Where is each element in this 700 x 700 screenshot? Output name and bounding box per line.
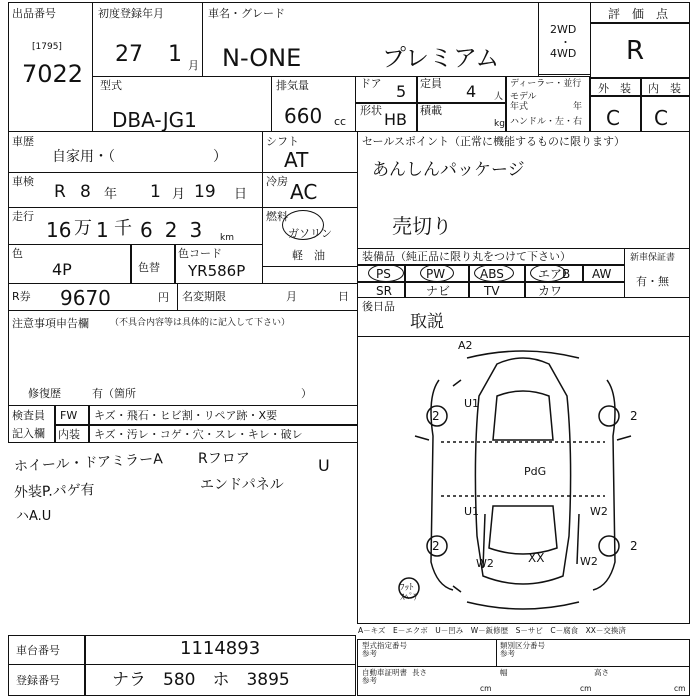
form-f-label: 高さ [594, 668, 609, 677]
form-c-label: 自動車証明書 参考 [362, 668, 407, 686]
diag-w2c: W2 [580, 555, 598, 568]
color-value: 4P [52, 260, 72, 279]
first-reg-month: 1 [168, 42, 182, 67]
color-change-label: 色替 [138, 261, 160, 274]
mileage-man: 万 [74, 218, 92, 239]
first-reg-label: 初度登録年月 [98, 7, 164, 20]
diag-m2: 2 [630, 409, 638, 423]
capacity-value: 4 [466, 82, 477, 101]
equip-sr: SR [376, 284, 392, 298]
notes-label: 注意事項申告欄 [12, 317, 89, 330]
diag-foot: ﾌｯﾄ ｽﾍﾟｱ [400, 583, 419, 603]
recycle-label: R券 [12, 290, 31, 303]
repair-value: 有（箇所 ） [92, 387, 312, 400]
equip-ps: PS [376, 267, 391, 281]
note-2: 外装P.パゲ有 [13, 482, 95, 501]
equip-abs: ABS [480, 267, 504, 281]
form-d-label: 長さ [412, 668, 427, 677]
mileage-d3: 623 [140, 218, 215, 242]
equip-pw: PW [426, 267, 446, 281]
chassis-label: 車台番号 [16, 644, 60, 657]
inspection-era: R [54, 182, 66, 202]
equip-pw-circle [420, 264, 454, 282]
equip-aw: AW [592, 267, 612, 281]
fuel-label: 燃料 [266, 210, 288, 223]
model-year-unit: 年 [573, 102, 583, 112]
diag-w2a: W2 [590, 505, 608, 518]
salespoint-label: セールスポイント（正常に機能するものに限ります） [362, 135, 626, 148]
mileage-digits: 16 [46, 218, 72, 242]
model-year-label: モデル 年式 [510, 92, 537, 112]
ac-label: 冷房 [266, 175, 288, 188]
load-unit: kg [494, 119, 505, 129]
grade-value: R [626, 36, 645, 66]
form-cm-3: cm [674, 684, 686, 693]
int-label: 内 装 [648, 82, 681, 95]
lot-label: 出品番号 [12, 7, 56, 20]
afterdocs-label: 後日品 [362, 300, 395, 313]
note-3: ハA.U [16, 509, 52, 524]
chassis-value: 1114893 [180, 638, 261, 659]
displacement-unit: cc [334, 115, 347, 128]
inspection-month-unit: 月 [172, 187, 186, 202]
carname-label: 車名・グレード [208, 7, 285, 20]
equip-leather: カワ [538, 284, 563, 298]
note-6: U [318, 456, 330, 475]
mileage-d2: 1 [96, 218, 109, 242]
diag-m1: 2 [432, 409, 440, 423]
capacity-unit: 人 [494, 92, 504, 102]
lot-number: 7022 [22, 60, 84, 88]
inspection-day: 19 [194, 182, 216, 202]
ext-value: C [606, 106, 620, 130]
history-label: 車歴 [12, 135, 34, 148]
diag-u1: U1 [464, 397, 480, 410]
form-cm-2: cm [580, 684, 592, 693]
int-value: C [654, 106, 668, 130]
inspection-box [8, 172, 263, 208]
model-label: 型式 [100, 79, 122, 92]
inspector-fw: FW [60, 409, 78, 422]
displacement-label: 排気量 [276, 79, 309, 92]
diag-w2b: W2 [476, 557, 494, 570]
car-diagram [357, 336, 690, 624]
inspector-label1: 検査員 [12, 409, 45, 422]
legend: A－キズ E－エクボ U－凹み W－鈑修歴 S－サビ C－腐食 XX－交換済 [358, 626, 626, 635]
drive-dot: ・ [560, 36, 571, 49]
inspector-in: 内装 [58, 428, 80, 441]
doors-label: ドア [360, 77, 382, 90]
form-a-label: 型式指定番号 参考 [362, 641, 407, 659]
inspection-label: 車検 [12, 175, 34, 188]
form-e-label: 幅 [500, 668, 508, 677]
salespoint-line1: あんしんパッケージ [372, 160, 525, 180]
notes-hint: （不具合内容等は具体的に記入して下さい） [110, 318, 291, 328]
title-deadline-label: 名変期限 [182, 290, 226, 303]
mileage-label: 走行 [12, 210, 34, 223]
diag-pdg: PdG [524, 465, 547, 478]
inspection-year: 8 [80, 182, 91, 202]
recycle-unit: 円 [158, 291, 169, 304]
ext-label: 外 装 [598, 82, 631, 95]
diag-m3: 2 [432, 539, 440, 553]
color-label: 色 [12, 247, 23, 260]
diag-m4: 2 [630, 539, 638, 553]
note-5: エンドパネル [200, 477, 284, 493]
equip-airb: エアB [538, 267, 571, 281]
diag-u2: U1 [464, 505, 480, 518]
displacement-value: 660 [284, 104, 323, 128]
drive-4wd: 4WD [550, 47, 577, 60]
afterdocs-value: 取説 [410, 312, 444, 332]
fuel-kei: 軽 油 [292, 249, 325, 262]
repair-label: 修復歴 [28, 387, 61, 400]
equip-abs-circle [474, 264, 514, 282]
form-cm-1: cm [480, 684, 492, 693]
inspection-day-unit: 日 [234, 187, 248, 202]
equip-ps-circle [368, 264, 404, 282]
shift-label: シフト [266, 135, 299, 148]
form-b-label: 類別区分番号 参考 [500, 641, 545, 659]
warranty-value: 有・無 [636, 275, 669, 288]
drive-2wd: 2WD [550, 23, 577, 36]
first-reg-year: 27 [115, 42, 143, 67]
equip-tv: TV [484, 284, 500, 298]
inspector-label2: 記入欄 [12, 427, 45, 440]
afterdocs-box [357, 297, 690, 337]
plate-value: ナラ 580 ホ 3895 [112, 670, 290, 690]
color-code-label: 色コード [178, 247, 222, 260]
diag-top: A2 [458, 339, 473, 352]
salespoint-line2: 売切り [392, 214, 452, 238]
handle-label: ハンドル・左・右 [510, 117, 583, 127]
fuel-gas-circle [282, 210, 324, 240]
lot-sub: [1795] [32, 42, 62, 52]
title-deadline-month: 月 [286, 290, 297, 303]
mileage-sen: 千 [114, 218, 132, 239]
carname-grade: プレミアム [382, 44, 500, 72]
carname-name: N-ONE [222, 44, 302, 72]
shape-label: 形状 [360, 104, 382, 117]
equip-navi: ナビ [426, 284, 451, 298]
ac-value: AC [290, 180, 318, 204]
shape-value: HB [384, 110, 408, 129]
grade-label: 評 価 点 [608, 7, 669, 21]
color-code: YR586P [188, 262, 246, 280]
equip-airb-circle [530, 264, 566, 282]
doors-value: 5 [396, 82, 407, 101]
inspector-fw-items: キズ・飛石・ヒビ割・リペア跡・X要 [94, 409, 278, 422]
inspection-month: 1 [150, 182, 161, 202]
mileage-unit: km [220, 233, 234, 243]
dealer-label: ディーラー・並行 [510, 79, 582, 89]
diag-xx: XX [528, 551, 545, 565]
history-value: 自家用・（ ） [52, 149, 227, 165]
warranty-label: 新車保証書 [630, 253, 676, 263]
model-value: DBA-JG1 [112, 108, 197, 132]
load-label: 積載 [420, 104, 442, 117]
inspection-year-unit: 年 [104, 187, 118, 202]
recycle-value: 9670 [60, 286, 111, 310]
equipment-label: 装備品（純正品に限り丸をつけて下さい） [362, 250, 571, 263]
shift-value: AT [284, 148, 309, 172]
title-deadline-day: 日 [338, 290, 349, 303]
note-1: ホイール・ドアミラーA [13, 451, 164, 475]
capacity-label: 定員 [420, 77, 442, 90]
note-4: Rフロア [198, 451, 250, 467]
inspector-in-items: キズ・汚レ・コゲ・穴・スレ・キレ・破レ [94, 428, 303, 441]
fuel-gas: ガソリン [288, 227, 332, 240]
plate-label: 登録番号 [16, 674, 60, 687]
first-reg-month-unit: 月 [188, 59, 199, 72]
